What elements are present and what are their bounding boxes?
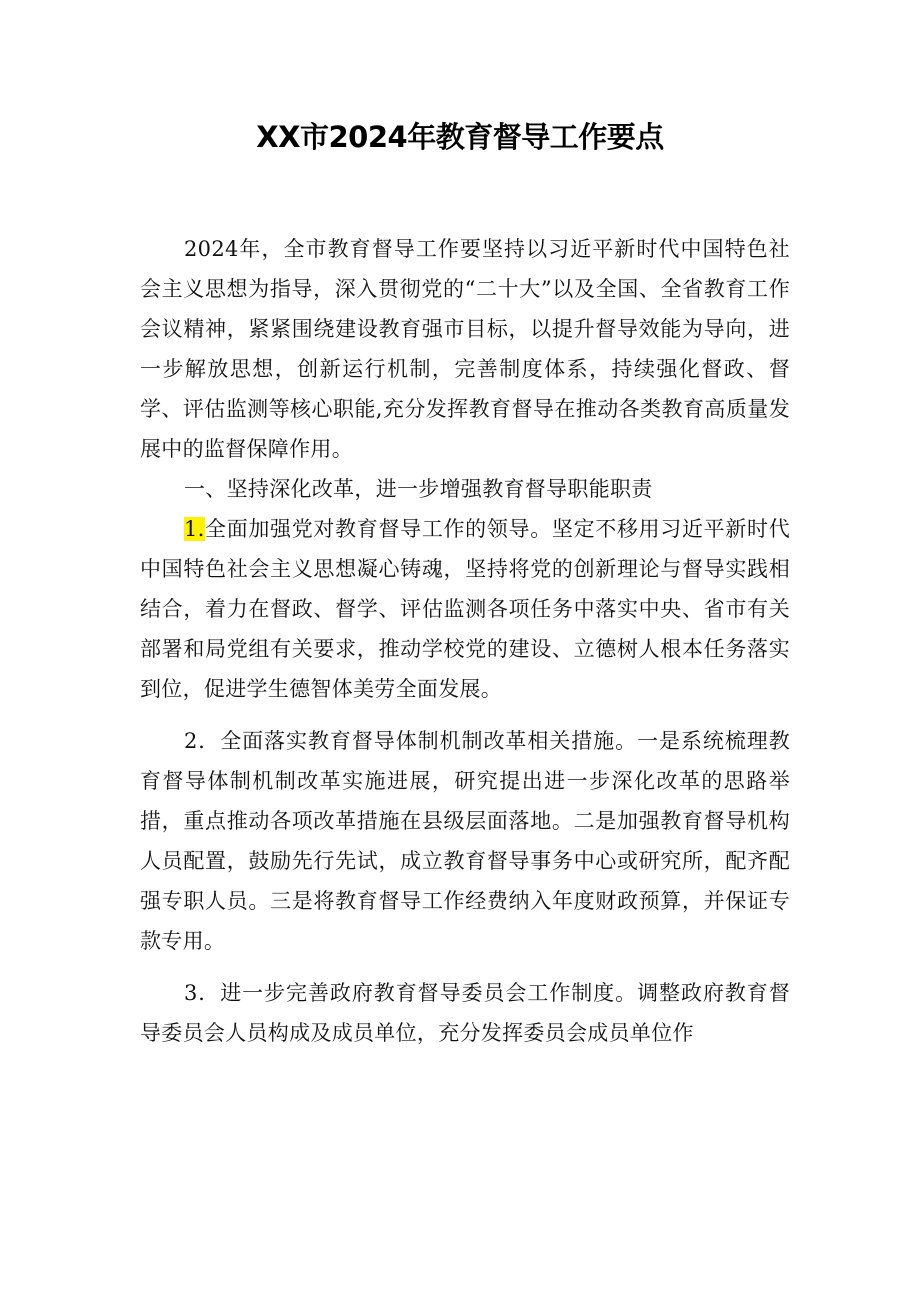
item-2-paragraph: 2．全面落实教育督导体制机制改革相关措施。一是系统梳理教育督导体制机制改革实施进展，研究提出进一步深化改革的思路举措，重点推动各项改革措施在县级层面落地。二是加强教育督导机构人员配置，鼓励先行先试，成立教育督导事务中心或研究所，配齐配强专职人员。三是将教育督导工作经费纳入年度财政预算，并保证专款专用。 <box>140 729 790 953</box>
document-title: XX市2024年教育督导工作要点 <box>256 120 664 154</box>
item-3-paragraph: 3．进一步完善政府教育督导委员会工作制度。调整政府教育督导委员会人员构成及成员单位，充分发挥委员会成员单位作 <box>140 981 790 1045</box>
item-1-text: 全面加强党对教育督导工作的领导。坚定不移用习近平新时代中国特色社会主义思想凝心铸魂，坚持将党的创新理论与督导实践相结合，着力在督政、督学、评估监测各项任务中落实中央、省市有关部署和局党组有关要求，推动学校党的建设、立德树人根本任务落实到位，促进学生德智体美劳全面发展。 <box>140 517 790 701</box>
intro-paragraph: 2024年，全市教育督导工作要坚持以习近平新时代中国特色社会主义思想为指导，深入贯彻党的“二十大”以及全国、全省教育工作会议精神，紧紧围绕建设教育强市目标，以提升督导效能为导向，进一步解放思想，创新运行机制，完善制度体系，持续强化督政、督学、评估监测等核心职能,充分发挥教育督导在推动各类教育高质量发展中的监督保障作用。 <box>140 237 790 461</box>
document-body <box>140 229 790 1053</box>
item-1-number: 1. <box>184 517 205 541</box>
section-heading: 一、坚持深化改革，进一步增强教育督导职能职责 <box>184 477 653 501</box>
item-1-paragraph <box>140 509 790 709</box>
